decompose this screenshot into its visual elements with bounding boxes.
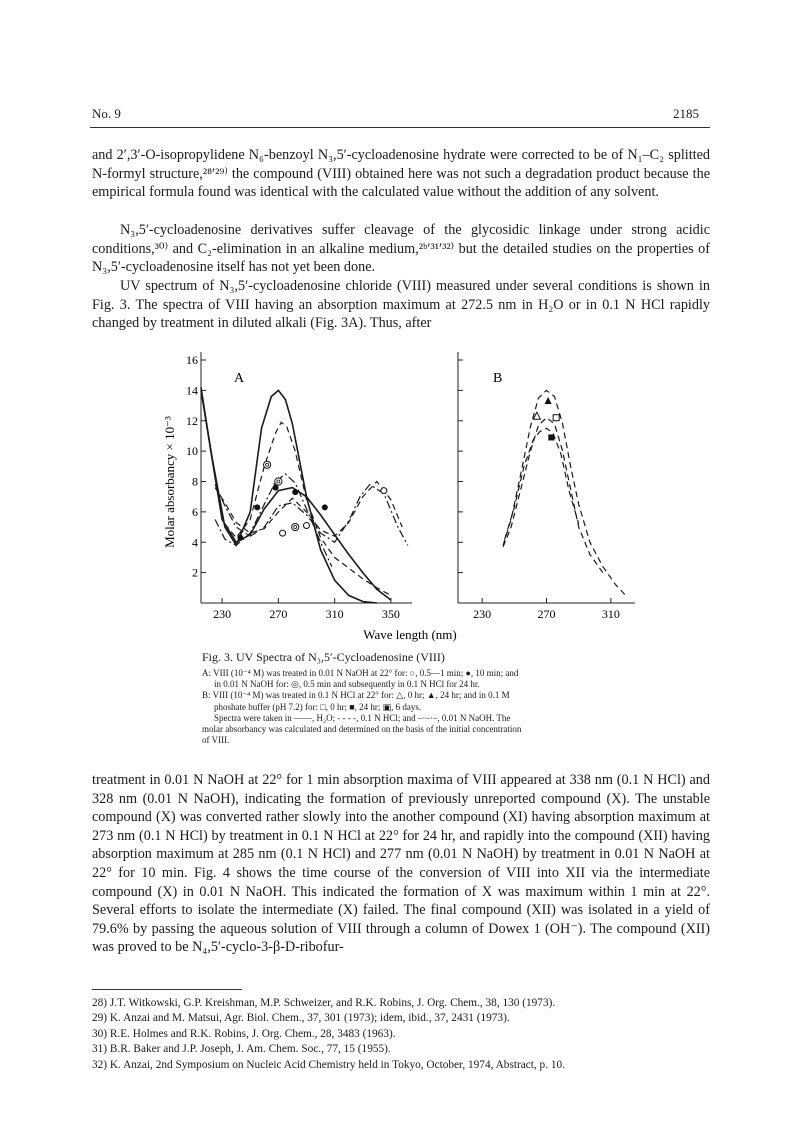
paragraph-3: UV spectrum of N₃,5′-cycloadenosine chloride (VIII) measured under several conditions is shown in Fig. 3. The spectra of VIII having an absorption maximum at 272.5 nm in H₂O or in 0.1 N HCl rapidly changed by treatment in diluted alkali (Fig. 3A). Thus, after <box>92 278 710 332</box>
caption-c-line-1: Spectra were taken in ——, H₂O; - - - -, 0.1 N HCl; and –·–·–, 0.01 N NaOH. The <box>214 712 511 723</box>
x-tick-label: 350 <box>381 607 400 621</box>
marker-filled-circle <box>322 504 328 510</box>
x-tick-label: 230 <box>213 607 232 621</box>
paragraph-1: and 2′,3′-O-isopropylidene N₆-benzoyl N₃,5′-cycloadenosine hydrate were corrected to be of N₁–C₂ splitted N-formyl structure,²⁸ʹ²⁹⁾ the compound (VIII) obtained here was not such a degradation product because the empirical formula found was identical with the calculated value without the addition of any solvent. <box>92 147 710 201</box>
footnote-text: R.E. Holmes and R.K. Robins, J. Org. Chem., 28, 3483 (1963). <box>109 1027 396 1040</box>
marker-open-circle <box>304 523 310 529</box>
marker-filled-circle <box>292 489 298 495</box>
caption-c-line-3: of VIII. <box>202 735 230 746</box>
caption-c-line-2: molar absorbancy was calculated and determined on the basis of the initial concentration <box>202 724 522 735</box>
page-number: 2185 <box>673 106 699 121</box>
y-tick-label: 12 <box>186 413 198 428</box>
running-header-journal-issue: No. 9 <box>92 106 121 121</box>
figure-3-chart <box>150 352 650 650</box>
footnote-29 <box>92 1011 732 1026</box>
marker-double-circle <box>292 523 299 530</box>
footnote-31 <box>92 1042 732 1057</box>
footnotes <box>92 996 732 1073</box>
footnote-30 <box>92 1027 732 1042</box>
marker-filled-triangle <box>545 397 552 404</box>
paragraph-2: N₃,5′-cycloadenosine derivatives suffer cleavage of the glycosidic linkage under strong acidic conditions,³⁰⁾ and C₂-elimination in an alkaline medium,²ᵇʹ³¹ʹ³²⁾ but the detailed studies on the properties of N₃,5′-cycloadenosine itself has not yet been done. <box>92 222 710 276</box>
panel-a <box>186 352 412 621</box>
series-line-dashed <box>503 390 627 597</box>
paragraph-4: treatment in 0.01 N NaOH at 22° for 1 min absorption maxima of VIII appeared at 338 nm (0.1 N HCl) and 328 nm (0.01 N NaOH), indicating the formation of previously unreported compound (X). The unstable compound (X) was converted rather slowly into the another compound (XI) having absorption maximum at 273 nm (0.1 N HCl) by treatment in 0.1 N HCl at 22° for 24 hr, and rapidly into the compound (XII) having absorption maximum at 285 nm (0.1 N HCl) and 277 nm (0.01 N NaOH) by treatment in 0.01 N NaOH at 22° for 10 min. Fig. 4 shows the time course of the conversion of VIII into XII via the intermediate compound (X) in 0.01 N NaOH. This indicated the formation of X was maximum within 1 min at 22°. Several efforts to isolate the intermediate (X) failed. The final compound (XII) was isolated in a yield of 79.6% by passing the aqueous solution of VIII through a column of Dowex 1 (OH⁻). The compound (XII) was proved to be N₄,5′-cyclo-3-β-D-ribofur- <box>92 772 710 956</box>
footnote-number: 28) <box>92 997 108 1009</box>
footnote-number: 32) <box>92 1058 108 1071</box>
panel-label: B <box>493 371 503 386</box>
footnote-text: B.R. Baker and J.P. Joseph, J. Am. Chem. Soc., 77, 15 (1955). <box>109 1043 391 1056</box>
x-tick-label: 270 <box>537 607 556 621</box>
figure-caption-title: Fig. 3. UV Spectra of N₃,5′-Cycloadenosine (VIII) <box>202 650 445 664</box>
series-line-dashed <box>505 428 579 539</box>
panel-label: A <box>234 371 245 386</box>
caption-b-line-2: phoshate buffer (pH 7.2) for: □, 0 hr; ■, 24 hr; ▣, 6 days. <box>214 701 422 712</box>
footnote-text: K. Anzai, 2nd Symposium on Nucleic Acid Chemistry held in Tokyo, October, 1974, Abstract, p. 10. <box>109 1058 565 1071</box>
footnote-32 <box>92 1058 732 1073</box>
marker-filled-circle <box>237 535 243 541</box>
footnote-number: 29) <box>92 1012 108 1025</box>
y-tick-label: 4 <box>192 535 198 550</box>
series-line-solid <box>201 390 377 603</box>
panel-b <box>458 352 635 621</box>
marker-filled-square <box>548 434 554 440</box>
marker-double-circle <box>264 461 271 468</box>
y-tick-label: 6 <box>192 504 198 519</box>
x-tick-label: 230 <box>473 607 492 621</box>
x-axis-title: Wave length (nm) <box>363 627 457 642</box>
header-rule <box>90 127 710 128</box>
footnote-text: J.T. Witkowski, G.P. Kreishman, M.P. Schweizer, and R.K. Robins, J. Org. Chem., 38, 130 (1973). <box>109 997 556 1009</box>
x-tick-label: 310 <box>601 607 620 621</box>
y-tick-label: 8 <box>192 474 198 489</box>
series-line-dashed <box>225 422 391 595</box>
footnote-number: 30) <box>92 1027 108 1040</box>
footnote-number: 31) <box>92 1043 108 1056</box>
y-tick-label: 14 <box>186 383 198 398</box>
y-tick-label: 10 <box>186 444 198 459</box>
marker-open-circle <box>381 488 387 494</box>
footnote-text: K. Anzai and M. Matsui, Agr. Biol. Chem., 37, 301 (1973); idem, ibid., 37, 2431 (1973). <box>109 1012 510 1025</box>
figure-caption-body <box>202 668 642 746</box>
marker-open-square <box>553 415 559 421</box>
footnote-rule <box>92 989 242 990</box>
footnote-28 <box>92 996 732 1011</box>
marker-open-circle <box>280 530 286 536</box>
x-tick-label: 310 <box>325 607 344 621</box>
caption-a-line-1: A: VIII (10⁻⁴ M) was treated in 0.01 N NaOH at 22° for: ○, 0.5—1 min; ●, 10 min; and <box>202 668 519 678</box>
marker-double-circle <box>275 478 282 485</box>
marker-filled-circle <box>273 485 279 491</box>
y-tick-label: 16 <box>186 353 198 367</box>
caption-a-line-2: in 0.01 N NaOH for: ◎, 0.5 min and subsequently in 0.1 N HCl for 24 hr. <box>214 679 480 690</box>
y-axis-title: Molar absorbancy × 10⁻³ <box>162 416 177 548</box>
caption-b-line-1: B: VIII (10⁻⁴ M) was treated in 0.1 N HCl at 22° for: △, 0 hr; ▲, 24 hr; and in 0.1 M <box>202 690 510 701</box>
series-line-dashed <box>503 418 603 573</box>
chart-labels <box>162 413 457 642</box>
marker-filled-circle <box>254 504 260 510</box>
x-tick-label: 270 <box>269 607 288 621</box>
y-tick-label: 2 <box>192 565 198 580</box>
